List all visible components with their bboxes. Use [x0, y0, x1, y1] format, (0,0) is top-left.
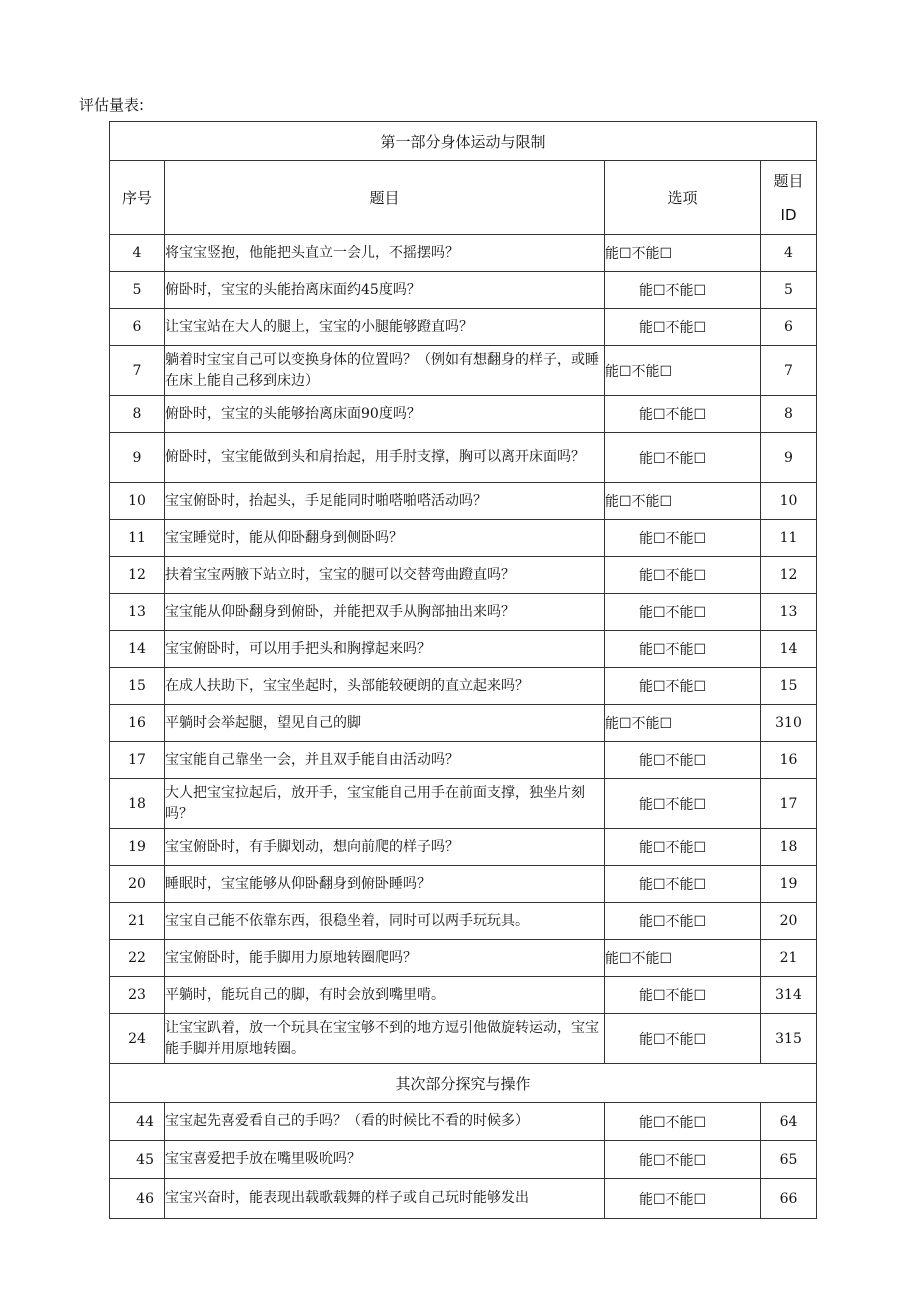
- table-row: [110, 1141, 817, 1179]
- table-row: [110, 396, 817, 433]
- seq-cell: 14: [110, 631, 165, 668]
- question-cell: 宝宝俯卧时，有手脚划动，想向前爬的样子吗？: [165, 829, 605, 866]
- question-cell: 躺着时宝宝自己可以变换身体的位置吗？（例如有想翻身的样子，或睡在床上能自己移到床边）: [165, 346, 605, 396]
- options-cell[interactable]: 能☐不能☐: [605, 866, 761, 903]
- question-cell: 扶着宝宝两腋下站立时，宝宝的腿可以交替弯曲蹬直吗？: [165, 557, 605, 594]
- column-header-row: [110, 161, 817, 235]
- options-cell[interactable]: 能☐不能☐: [605, 309, 761, 346]
- seq-cell: 45: [110, 1141, 165, 1179]
- id-cell: 18: [761, 829, 817, 866]
- page-heading: 评估量表:: [79, 96, 145, 114]
- question-cell: 宝宝俯卧时，能手脚用力原地转圈爬吗？: [165, 940, 605, 977]
- seq-cell: 12: [110, 557, 165, 594]
- options-cell[interactable]: 能☐不能☐: [605, 346, 761, 396]
- id-cell: 65: [761, 1141, 817, 1179]
- seq-cell: 20: [110, 866, 165, 903]
- id-cell: 11: [761, 520, 817, 557]
- table-row: [110, 272, 817, 309]
- seq-cell: 13: [110, 594, 165, 631]
- options-cell[interactable]: 能☐不能☐: [605, 742, 761, 779]
- question-cell: 宝宝睡觉时，能从仰卧翻身到侧卧吗？: [165, 520, 605, 557]
- section-title: 第一部分身体运动与限制: [110, 122, 817, 161]
- seq-cell: 21: [110, 903, 165, 940]
- id-cell: 310: [761, 705, 817, 742]
- seq-cell: 11: [110, 520, 165, 557]
- section-header-row: [110, 1064, 817, 1103]
- options-cell[interactable]: 能☐不能☐: [605, 235, 761, 272]
- section-header-row: [110, 122, 817, 161]
- table-row: [110, 631, 817, 668]
- options-cell[interactable]: 能☐不能☐: [605, 1014, 761, 1064]
- id-cell: 13: [761, 594, 817, 631]
- table-row: [110, 940, 817, 977]
- question-cell: 宝宝喜爱把手放在嘴里吸吮吗？: [165, 1141, 605, 1179]
- id-cell: 17: [761, 779, 817, 829]
- table-row: [110, 433, 817, 483]
- table-row: [110, 1179, 817, 1219]
- seq-cell: 22: [110, 940, 165, 977]
- id-cell: 64: [761, 1103, 817, 1141]
- seq-cell: 16: [110, 705, 165, 742]
- table-row: [110, 668, 817, 705]
- options-cell[interactable]: 能☐不能☐: [605, 779, 761, 829]
- options-cell[interactable]: 能☐不能☐: [605, 396, 761, 433]
- id-cell: 15: [761, 668, 817, 705]
- table-row: [110, 1014, 817, 1064]
- question-cell: 让宝宝趴着，放一个玩具在宝宝够不到的地方逗引他做旋转运动，宝宝能手脚并用原地转圈。: [165, 1014, 605, 1064]
- id-cell: 66: [761, 1179, 817, 1219]
- options-cell[interactable]: 能☐不能☐: [605, 520, 761, 557]
- header-seq: 序号: [110, 161, 165, 235]
- options-cell[interactable]: 能☐不能☐: [605, 557, 761, 594]
- question-cell: 让宝宝站在大人的腿上，宝宝的小腿能够蹬直吗？: [165, 309, 605, 346]
- table-row: [110, 557, 817, 594]
- seq-cell: 5: [110, 272, 165, 309]
- options-cell[interactable]: 能☐不能☐: [605, 829, 761, 866]
- seq-cell: 24: [110, 1014, 165, 1064]
- header-id-line2: ID: [780, 205, 797, 224]
- id-cell: 9: [761, 433, 817, 483]
- table-row: [110, 235, 817, 272]
- question-cell: 平躺时会举起腿，望见自己的脚: [165, 705, 605, 742]
- id-cell: 5: [761, 272, 817, 309]
- id-cell: 315: [761, 1014, 817, 1064]
- id-cell: 16: [761, 742, 817, 779]
- table-row: [110, 903, 817, 940]
- table-row: [110, 977, 817, 1014]
- question-cell: 宝宝起先喜爱看自己的手吗？（看的时候比不看的时候多）: [165, 1103, 605, 1141]
- header-id: [761, 161, 817, 235]
- id-cell: 14: [761, 631, 817, 668]
- table-row: [110, 520, 817, 557]
- seq-cell: 23: [110, 977, 165, 1014]
- question-cell: 宝宝兴奋时，能表现出载歌载舞的样子或自己玩时能够发出: [165, 1179, 605, 1219]
- id-cell: 314: [761, 977, 817, 1014]
- question-cell: 将宝宝竖抱，他能把头直立一会儿，不摇摆吗？: [165, 235, 605, 272]
- table-row: [110, 309, 817, 346]
- seq-cell: 44: [110, 1103, 165, 1141]
- options-cell[interactable]: 能☐不能☐: [605, 705, 761, 742]
- options-cell[interactable]: 能☐不能☐: [605, 594, 761, 631]
- seq-cell: 15: [110, 668, 165, 705]
- options-cell[interactable]: 能☐不能☐: [605, 1103, 761, 1141]
- seq-cell: 19: [110, 829, 165, 866]
- table-row: [110, 483, 817, 520]
- seq-cell: 8: [110, 396, 165, 433]
- table-row: [110, 1103, 817, 1141]
- assessment-table: [109, 121, 817, 1219]
- header-id-line1: 题目: [773, 171, 804, 190]
- table-row: [110, 779, 817, 829]
- id-cell: 8: [761, 396, 817, 433]
- seq-cell: 17: [110, 742, 165, 779]
- header-question: 题目: [165, 161, 605, 235]
- question-cell: 宝宝俯卧时，可以用手把头和胸撑起来吗？: [165, 631, 605, 668]
- id-cell: 21: [761, 940, 817, 977]
- seq-cell: 10: [110, 483, 165, 520]
- question-cell: 宝宝自己能不依靠东西，很稳坐着，同时可以两手玩玩具。: [165, 903, 605, 940]
- seq-cell: 6: [110, 309, 165, 346]
- question-cell: 平躺时，能玩自己的脚，有时会放到嘴里啃。: [165, 977, 605, 1014]
- options-cell[interactable]: 能☐不能☐: [605, 483, 761, 520]
- table-row: [110, 829, 817, 866]
- options-cell[interactable]: 能☐不能☐: [605, 1179, 761, 1219]
- options-cell[interactable]: 能☐不能☐: [605, 940, 761, 977]
- question-cell: 俯卧时，宝宝的头能抬离床面约45度吗？: [165, 272, 605, 309]
- table-row: [110, 346, 817, 396]
- question-cell: 宝宝俯卧时，抬起头，手足能同时啪嗒啪嗒活动吗？: [165, 483, 605, 520]
- options-cell[interactable]: 能☐不能☐: [605, 272, 761, 309]
- table-row: [110, 594, 817, 631]
- id-cell: 12: [761, 557, 817, 594]
- id-cell: 10: [761, 483, 817, 520]
- question-cell: 俯卧时，宝宝能做到头和肩抬起，用手肘支撑，胸可以离开床面吗？: [165, 433, 605, 483]
- table-row: [110, 866, 817, 903]
- table-row: [110, 742, 817, 779]
- seq-cell: 18: [110, 779, 165, 829]
- question-cell: 俯卧时，宝宝的头能够抬离床面90度吗？: [165, 396, 605, 433]
- seq-cell: 4: [110, 235, 165, 272]
- table-row: [110, 705, 817, 742]
- id-cell: 6: [761, 309, 817, 346]
- id-cell: 7: [761, 346, 817, 396]
- options-cell[interactable]: 能☐不能☐: [605, 903, 761, 940]
- seq-cell: 9: [110, 433, 165, 483]
- question-cell: 大人把宝宝拉起后，放开手，宝宝能自己用手在前面支撑，独坐片刻吗？: [165, 779, 605, 829]
- seq-cell: 7: [110, 346, 165, 396]
- question-cell: 宝宝能自己靠坐一会，并且双手能自由活动吗？: [165, 742, 605, 779]
- question-cell: 在成人扶助下，宝宝坐起时，头部能较硬朗的直立起来吗？: [165, 668, 605, 705]
- options-cell[interactable]: 能☐不能☐: [605, 668, 761, 705]
- options-cell[interactable]: 能☐不能☐: [605, 977, 761, 1014]
- options-cell[interactable]: 能☐不能☐: [605, 631, 761, 668]
- id-cell: 20: [761, 903, 817, 940]
- seq-cell: 46: [110, 1179, 165, 1219]
- id-cell: 19: [761, 866, 817, 903]
- header-options: 选项: [605, 161, 761, 235]
- section-title: 其次部分探究与操作: [110, 1064, 817, 1103]
- id-cell: 4: [761, 235, 817, 272]
- options-cell[interactable]: 能☐不能☐: [605, 1141, 761, 1179]
- options-cell[interactable]: 能☐不能☐: [605, 433, 761, 483]
- question-cell: 睡眠时，宝宝能够从仰卧翻身到俯卧睡吗？: [165, 866, 605, 903]
- question-cell: 宝宝能从仰卧翻身到俯卧，并能把双手从胸部抽出来吗？: [165, 594, 605, 631]
